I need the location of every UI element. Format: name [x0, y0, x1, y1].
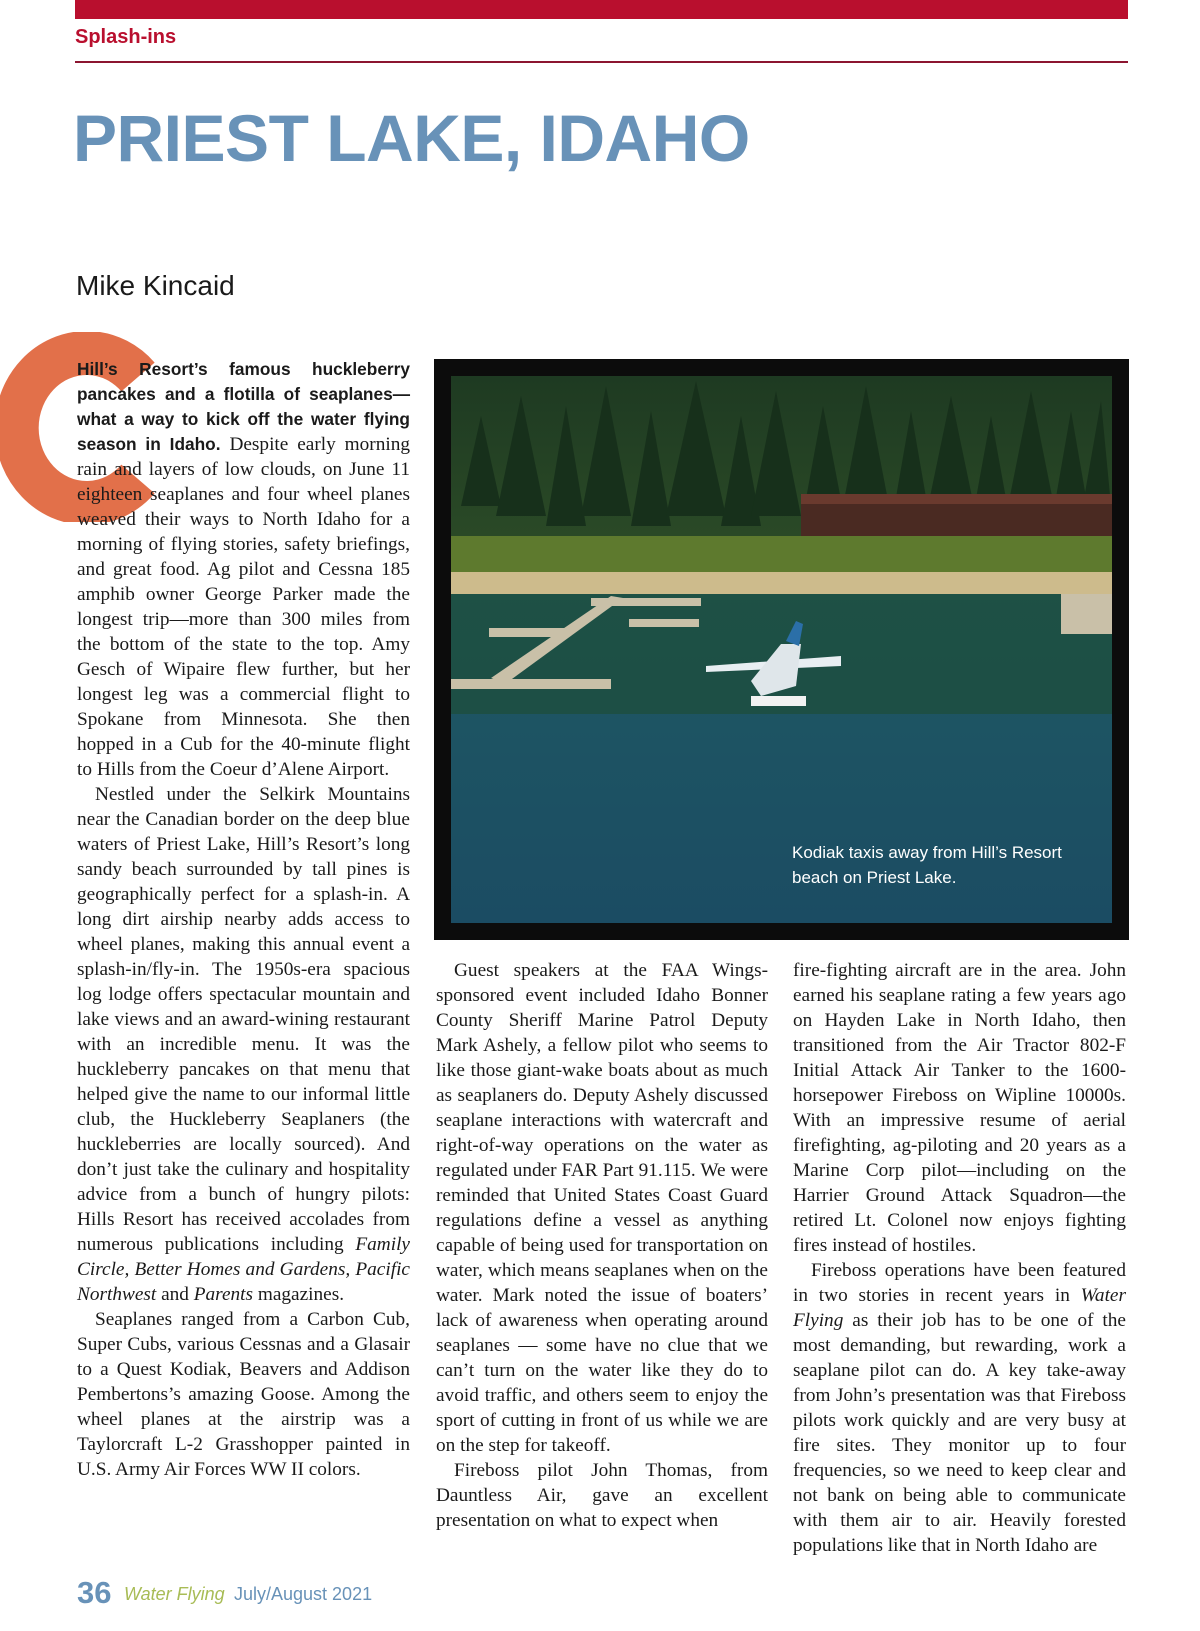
article-paragraph	[77, 357, 410, 782]
paragraph-text: Fireboss operations have been featured in two stories in recent years in	[793, 1260, 1126, 1306]
magazine-name: Water Flying	[124, 1584, 225, 1604]
paragraph-text: Despite early morning rain and layers of low clouds, on June 11 eighteen seaplanes and four wheel planes weaved their ways to North Idaho for a morning of flying stories, safety briefings, and great food. Ag pilot and Cessna 185 amphib owner George Parker made the longest trip—more than 300 miles from the bottom of the state to the top. Amy Gesch of Wipaire flew further, but her longest leg was a commercial flight to Spokane from Minnesota. She then hopped in a Cub for the 40-minute flight to Hills from the Coeur d’Alene Airport.	[77, 434, 410, 780]
magazine-name: Water Flying	[793, 1285, 1126, 1331]
article-paragraph	[793, 1258, 1126, 1558]
publication-name: Parents	[193, 1284, 254, 1305]
author-byline: Mike Kincaid	[76, 270, 235, 301]
section-label: Splash-ins	[75, 26, 177, 48]
paragraph-text: Nestled under the Selkirk Mountains near the Canadian border on the deep blue waters of Priest Lake, Hill’s Resort’s long sandy beach surrounded by tall pines is geographically perfect for a splash-in. A long dirt airship nearby adds access to wheel planes, making this annual event a splash-in/fly-in. The 1950s-era spacious log lodge offers spectacular mountain and lake views and an award-wining restaurant with an incredible menu. It was the huckleberry pancakes on that menu that helped give the name to our informal little club, the Huckleberry Seaplaners (the huckleberries are locally sourced). And don’t just take the culinary and hospitality advice from a bunch of hungry pilots: Hills Resort has received accolades from numerous publications including	[77, 784, 410, 1255]
article-column-2	[436, 958, 768, 1533]
article-paragraph	[77, 782, 410, 1307]
section-divider	[75, 61, 1128, 63]
top-accent-bar	[75, 0, 1128, 19]
photo-caption: Kodiak taxis away from Hill’s Resort beach on Priest Lake.	[792, 843, 1062, 887]
issue-date: July/August 2021	[234, 1584, 373, 1604]
article-column-1	[77, 357, 410, 1482]
publication-names: Family Circle, Better Homes and Gardens, Pacific Northwest	[77, 1234, 410, 1305]
article-paragraph: Guest speakers at the FAA Wings-sponsored event included Idaho Bonner County Sheriff Marine Patrol Deputy Mark Ashely, a fellow pilot who seems to like those giant-wake boats about as much as seaplaners do. Deputy Ashely discussed seaplane interactions with watercraft and right-of-way operations on the water as regulated under FAR Part 91.115. We were reminded that United States Coast Guard regulations define a vessel as anything capable of being used for transportation on water, which means seaplanes when on the water. Mark noted the issue of boaters’ lack of awareness when operating around seaplanes — some have no clue that we can’t turn on the water like they do to avoid traffic, and others seem to enjoy the sport of cutting in front of us while we are on the step for takeoff.	[436, 960, 768, 1456]
lead-in-text: Hill’s Resort’s famous huckleberry pancakes and a flotilla of seaplanes—what a way to kick off the water flying season in Idaho.	[77, 359, 410, 454]
page-number: 36	[77, 1575, 112, 1610]
article-column-3	[793, 958, 1126, 1558]
article-title: PRIEST LAKE, IDAHO	[73, 101, 750, 175]
paragraph-text: as their job has to be one of the most demanding, but rewarding, work a seaplane pilot can do. A key take-away from John’s presentation was that Fireboss pilots work quickly and are very busy at fire sites. They monitor up to four frequencies, so we need to keep clear and not bank on being able to communicate with them air to air. Heavily forested populations like that in North Idaho are	[793, 1310, 1126, 1556]
article-paragraph: Fireboss pilot John Thomas, from Dauntless Air, gave an excellent presentation on what to expect when	[436, 1460, 768, 1531]
article-paragraph: Seaplanes ranged from a Carbon Cub, Super Cubs, various Cessnas and a Glasair to a Quest Kodiak, Beavers and Addison Pembertons’s amazing Goose. Among the wheel planes at the airstrip was a Taylorcraft L-2 Grasshopper painted in U.S. Army Air Forces WW II colors.	[77, 1309, 410, 1480]
paragraph-text: magazines.	[253, 1284, 345, 1305]
article-paragraph-continued: fire-fighting aircraft are in the area. John earned his seaplane rating a few years ago on Hayden Lake in North Idaho, then transitioned from the Air Tractor 802-F Initial Attack Air Tanker to the 1600-horsepower Fireboss on Wipline 10000s. With an impressive resume of aerial firefighting, ag-piloting and 20 years as a Marine Corp pilot—including on the Harrier Ground Attack Squadron—the retired Lt. Colonel now enjoys fighting fires instead of hostiles.	[793, 960, 1126, 1256]
paragraph-text: and	[156, 1284, 194, 1305]
article-photo	[434, 359, 1129, 940]
